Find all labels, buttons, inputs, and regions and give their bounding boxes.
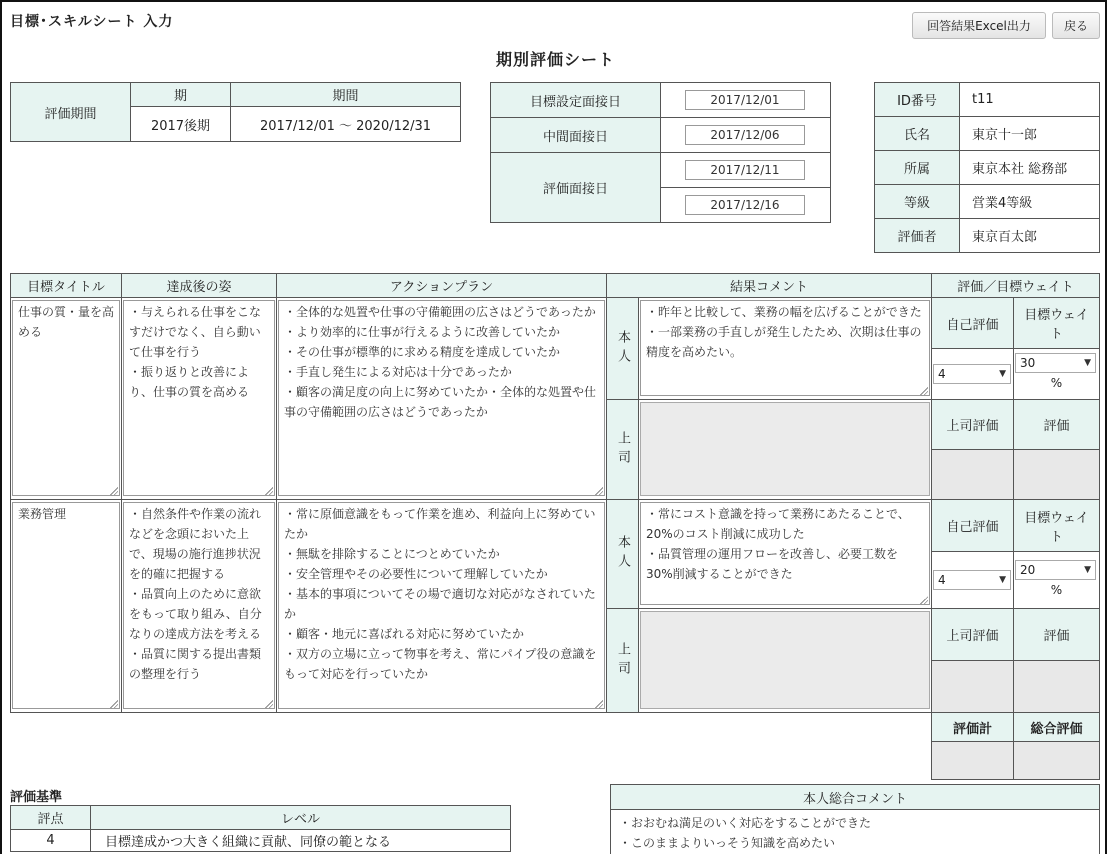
evaluator-label: 評価者 bbox=[875, 219, 960, 253]
dept-label: 所属 bbox=[875, 151, 960, 185]
grade-label: 等級 bbox=[875, 185, 960, 219]
self-eval-label: 自己評価 bbox=[931, 499, 1014, 552]
overall-eval-label: 総合評価 bbox=[1013, 712, 1100, 742]
action-plan-input[interactable]: ・全体的な処置や仕事の守備範囲の広さはどうであったか ・より効率的に仕事が行えるように改善していたか ・その仕事が標準的に求める精度を達成していたか ・手直し発生による対応は十分であったか ・顧客の満足度の向上に努めていたか・全体的な処置や仕事の守備範囲の広さはどうであったか bbox=[278, 300, 605, 496]
interview-dates bbox=[490, 82, 831, 223]
weight-select[interactable] bbox=[1015, 560, 1096, 580]
goals-grid bbox=[10, 273, 1100, 781]
resize-grip-icon[interactable] bbox=[265, 487, 273, 495]
criteria-table bbox=[10, 805, 511, 852]
goal-interview-date-input[interactable]: 2017/12/01 bbox=[685, 90, 805, 110]
self-eval-cell bbox=[931, 551, 1014, 609]
overall-comment-text[interactable]: ・おおむね満足のいく対応をすることができた ・このままよりいっそう知識を高めたい bbox=[619, 816, 872, 850]
boss-comment-box bbox=[640, 611, 930, 709]
overall-eval-value bbox=[1013, 741, 1100, 780]
self-label: 本人 bbox=[606, 499, 639, 609]
profile-table bbox=[874, 82, 1100, 253]
percent-label: % bbox=[1050, 376, 1063, 390]
resize-grip-icon[interactable] bbox=[110, 700, 118, 708]
criteria-level-header: レベル bbox=[91, 806, 511, 830]
goal-row-1-plan-cell bbox=[276, 297, 607, 500]
boss-comment-cell bbox=[638, 399, 932, 500]
goal-row-1-title-cell bbox=[10, 297, 122, 500]
weight-select[interactable] bbox=[1015, 353, 1096, 373]
col-after-header: 達成後の姿 bbox=[121, 273, 277, 298]
dept-value: 東京本社 総務部 bbox=[960, 151, 1100, 185]
mid-interview-label: 中間面接日 bbox=[491, 118, 661, 153]
after-state-input[interactable]: ・与えられる仕事をこなすだけでなく、自ら動いて仕事を行う ・振り返りと改善により、仕事の質を高める bbox=[123, 300, 275, 496]
resize-grip-icon[interactable] bbox=[595, 487, 603, 495]
dropdown-arrow-icon: ▼ bbox=[1084, 565, 1091, 575]
action-plan-input[interactable]: ・常に原価意識をもって作業を進め、利益向上に努めていたか ・無駄を排除することにつとめていたか ・安全管理やその必要性について理解していたか ・基本的事項についてその場で適切な対応がなされていたか ・顧客・地元に喜ばれる対応に努めていたか ・双方の立場に立って物事を考え、常にパイプ役の意識をもって対応を行っていたか bbox=[278, 502, 605, 709]
eval-value bbox=[1013, 660, 1100, 713]
criteria-title: 評価基準 bbox=[10, 790, 63, 805]
boss-eval-label: 上司評価 bbox=[931, 399, 1014, 450]
eval-total-label: 評価計 bbox=[931, 712, 1014, 742]
col-result-header: 結果コメント bbox=[606, 273, 932, 298]
self-eval-label: 自己評価 bbox=[931, 297, 1014, 349]
self-eval-select[interactable] bbox=[933, 570, 1011, 590]
id-value: t11 bbox=[960, 83, 1100, 117]
weight-value: 20 bbox=[1020, 563, 1036, 577]
goal-title-input[interactable]: 仕事の質・量を高める bbox=[12, 300, 120, 496]
resize-grip-icon[interactable] bbox=[265, 700, 273, 708]
self-comment-input[interactable]: ・常にコスト意識を持って業務にあたることで、20%のコスト削減に成功した ・品質管理の運用フローを改善し、必要工数を30%削減することができた bbox=[640, 502, 930, 605]
resize-grip-icon[interactable] bbox=[920, 387, 928, 395]
period-label: 評価期間 bbox=[11, 83, 131, 142]
eval-interview-date-input-1[interactable]: 2017/12/11 bbox=[685, 160, 805, 180]
weight-cell bbox=[1013, 348, 1100, 400]
criteria-score-header: 評点 bbox=[11, 806, 91, 830]
name-value: 東京十一郎 bbox=[960, 117, 1100, 151]
dropdown-arrow-icon: ▼ bbox=[999, 575, 1006, 585]
excel-export-button[interactable]: 回答結果Excel出力 bbox=[912, 12, 1046, 39]
boss-comment-box bbox=[640, 402, 930, 496]
resize-grip-icon[interactable] bbox=[595, 700, 603, 708]
overall-comment-panel bbox=[610, 784, 1100, 854]
goal-title-input[interactable]: 業務管理 bbox=[12, 502, 120, 709]
eval-label: 評価 bbox=[1013, 608, 1100, 661]
col-eval-weight-header: 評価／目標ウェイト bbox=[931, 273, 1100, 298]
weight-value: 30 bbox=[1020, 356, 1036, 370]
grade-value: 営業4等級 bbox=[960, 185, 1100, 219]
eval-value bbox=[1013, 449, 1100, 500]
goal-row-2-plan-cell bbox=[276, 499, 607, 713]
term-header: 期 bbox=[131, 83, 231, 107]
col-plan-header: アクションプラン bbox=[276, 273, 607, 298]
resize-grip-icon[interactable] bbox=[920, 596, 928, 604]
self-eval-select[interactable] bbox=[933, 364, 1011, 384]
goal-interview-label: 目標設定面接日 bbox=[491, 83, 661, 118]
boss-eval-value bbox=[931, 449, 1014, 500]
col-title-header: 目標タイトル bbox=[10, 273, 122, 298]
goal-row-2-title-cell bbox=[10, 499, 122, 713]
eval-label: 評価 bbox=[1013, 399, 1100, 450]
boss-comment-cell bbox=[638, 608, 932, 713]
boss-label: 上司 bbox=[606, 399, 639, 500]
eval-total-value bbox=[931, 741, 1014, 780]
boss-eval-label: 上司評価 bbox=[931, 608, 1014, 661]
weight-label: 目標ウェイト bbox=[1013, 297, 1100, 349]
boss-label: 上司 bbox=[606, 608, 639, 713]
criteria-level: 目標達成かつ大きく組織に貢献、同僚の範となる bbox=[91, 830, 511, 852]
weight-label: 目標ウェイト bbox=[1013, 499, 1100, 552]
overall-comment-title: 本人総合コメント bbox=[611, 785, 1099, 810]
eval-interview-date-input-2[interactable]: 2017/12/16 bbox=[685, 195, 805, 215]
resize-grip-icon[interactable] bbox=[110, 487, 118, 495]
period-range: 2017/12/01 ～ 2020/12/31 bbox=[231, 107, 461, 142]
app-title: 目標･スキルシート 入力 bbox=[10, 14, 174, 30]
self-comment-cell bbox=[638, 297, 932, 400]
mid-interview-date-input[interactable]: 2017/12/06 bbox=[685, 125, 805, 145]
self-eval-value: 4 bbox=[938, 367, 946, 381]
goal-row-1-after-cell bbox=[121, 297, 277, 500]
after-state-input[interactable]: ・自然条件や作業の流れなどを念頭においた上で、現場の施行進捗状況を的確に把握する ・品質向上のために意欲をもって取り組み、自分なりの達成方法を考える ・品質に関する提出書類の整理を行う bbox=[123, 502, 275, 709]
boss-eval-value bbox=[931, 660, 1014, 713]
percent-label: % bbox=[1050, 583, 1063, 597]
self-label: 本人 bbox=[606, 297, 639, 400]
weight-cell bbox=[1013, 551, 1100, 609]
dropdown-arrow-icon: ▼ bbox=[999, 369, 1006, 379]
period-header: 期間 bbox=[231, 83, 461, 107]
eval-interview-label: 評価面接日 bbox=[491, 153, 661, 223]
period-table bbox=[10, 82, 461, 142]
self-eval-cell bbox=[931, 348, 1014, 400]
back-button[interactable]: 戻る bbox=[1052, 12, 1100, 39]
self-comment-input[interactable]: ・昨年と比較して、業務の幅を広げることができた ・一部業務の手直しが発生したため、次期は仕事の精度を高めたい。 bbox=[640, 300, 930, 396]
self-comment-cell bbox=[638, 499, 932, 609]
evaluator-value: 東京百太郎 bbox=[960, 219, 1100, 253]
name-label: 氏名 bbox=[875, 117, 960, 151]
term-value: 2017後期 bbox=[131, 107, 231, 142]
criteria-score: 4 bbox=[11, 830, 91, 852]
dropdown-arrow-icon: ▼ bbox=[1084, 358, 1091, 368]
self-eval-value: 4 bbox=[938, 573, 946, 587]
goal-row-2-after-cell bbox=[121, 499, 277, 713]
id-label: ID番号 bbox=[875, 83, 960, 117]
sheet-title: 期別評価シート bbox=[495, 50, 615, 69]
